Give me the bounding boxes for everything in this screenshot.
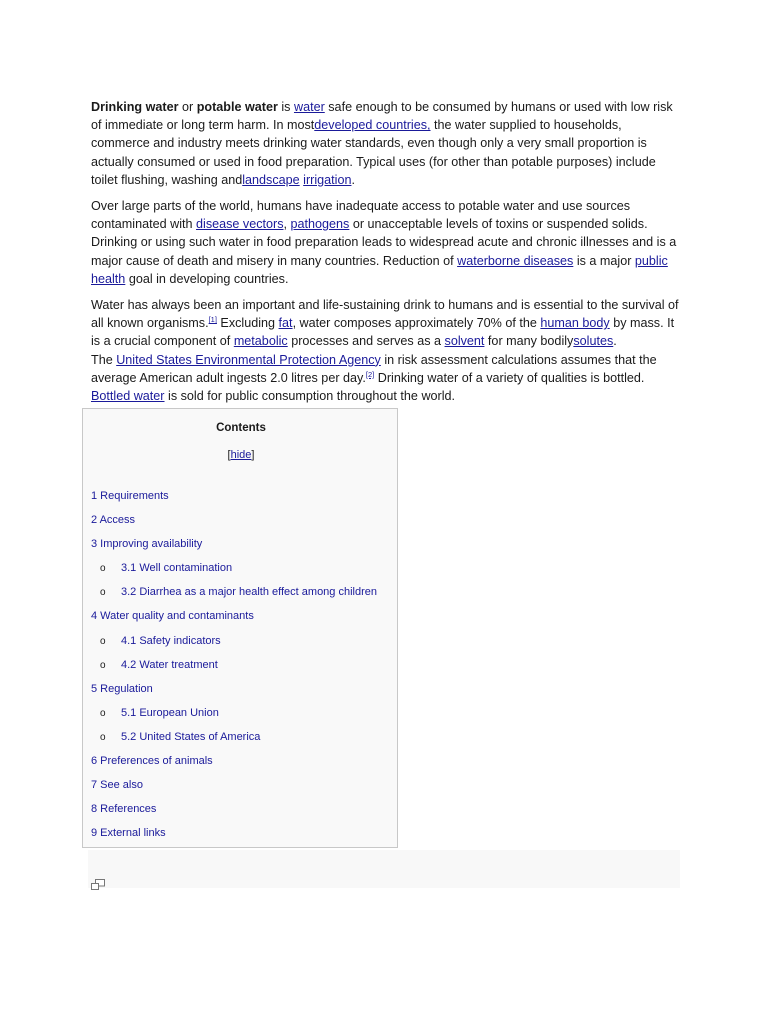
bracket: ]	[251, 449, 255, 461]
bullet-icon: o	[100, 587, 106, 599]
text: or	[178, 100, 197, 114]
toc-item-see-also[interactable]	[91, 778, 377, 802]
toc-item-regulation[interactable]	[91, 682, 377, 706]
toc-item-label[interactable]: 4 Water quality and contaminants	[91, 610, 254, 623]
intro-paragraph	[91, 98, 681, 189]
toc-item-label[interactable]: 2 Access	[91, 514, 136, 527]
text: is	[277, 100, 294, 114]
text: is a major	[573, 253, 635, 268]
text: processes and serves as a	[287, 334, 445, 349]
toc-item-label[interactable]: 3.2 Diarrhea as a major health effect among children	[121, 586, 377, 599]
toc-title: Contents	[216, 422, 266, 434]
term-drinking-water: Drinking water	[91, 100, 179, 114]
toc-item-label[interactable]: 6 Preferences of animals	[91, 755, 213, 768]
text: Excluding	[216, 316, 279, 331]
link-landscape[interactable]: landscape	[242, 172, 300, 187]
text: Over large parts of the world, humans have inadequate access to potable water and use sources contaminated with	[91, 199, 631, 232]
toc-item-well-contamination[interactable]	[91, 561, 377, 585]
toc-item-external-links[interactable]	[91, 826, 377, 850]
link-disease-vectors[interactable]: disease vectors	[196, 217, 284, 232]
toc-item-label[interactable]: 5.2 United States of America	[121, 730, 261, 743]
text: or unacceptable levels of toxins or suspended solids. Drinking or using such water in food preparation leads to widespread acute and chronic illnesses and is a major cause of death and misery in many countries. Reduction of	[91, 217, 677, 268]
toc-item-label[interactable]: 9 External links	[91, 827, 166, 840]
bullet-icon: o	[100, 563, 106, 575]
text: .	[351, 172, 355, 187]
link-metabolic[interactable]: metabolic	[233, 334, 288, 349]
toc-item-european-union[interactable]	[91, 706, 377, 730]
toc-item-label[interactable]: 5 Regulation	[91, 682, 153, 695]
toc-hide-toggle	[83, 449, 399, 461]
link-pathogens[interactable]: pathogens	[290, 217, 350, 232]
citation-2[interactable]: [2]	[365, 369, 375, 379]
toc-item-united-states[interactable]	[91, 730, 377, 754]
link-waterborne-diseases[interactable]: waterborne diseases	[457, 253, 574, 268]
text: goal in developing countries.	[125, 271, 289, 286]
toc-item-diarrhea[interactable]	[91, 585, 377, 609]
toc-item-improving-availability[interactable]	[91, 537, 377, 561]
link-epa[interactable]: United States Environmental Protection Agency	[116, 352, 381, 367]
toc-item-label[interactable]: 1 Requirements	[91, 490, 169, 502]
link-public-health[interactable]: public health	[91, 253, 668, 286]
link-developed-countries[interactable]: developed countries,	[314, 118, 431, 133]
access-paragraph	[91, 197, 681, 288]
term-potable-water: potable water	[196, 100, 278, 114]
toc-item-label[interactable]: 4.1 Safety indicators	[121, 634, 221, 647]
toc-item-label[interactable]: 5.1 European Union	[121, 706, 219, 719]
text: The	[91, 352, 117, 367]
link-solvent[interactable]: solvent	[444, 334, 485, 349]
text: safe enough to be consumed by humans or used with low risk of immediate or long term harm. In most	[91, 100, 673, 133]
text: Water has always been an important and life-sustaining drink to humans and is essential to the survival of all known organisms.	[91, 298, 679, 331]
toc-item-access[interactable]	[91, 513, 377, 537]
link-fat[interactable]: fat	[278, 316, 293, 331]
citation-1[interactable]: [1]	[208, 315, 217, 325]
bullet-icon: o	[100, 707, 106, 719]
toc-item-label[interactable]: 4.2 Water treatment	[121, 658, 218, 671]
toc-item-label[interactable]: 7 See also	[91, 779, 143, 792]
bullet-icon: o	[100, 659, 106, 671]
toc-item-label[interactable]: 3 Improving availability	[91, 538, 203, 551]
enlarge-icon[interactable]	[91, 877, 105, 888]
toc-item-label[interactable]: 8 References	[91, 803, 157, 816]
toc-item-requirements[interactable]	[91, 489, 377, 513]
toc-item-label[interactable]: 3.1 Well contamination	[121, 562, 233, 575]
article-body	[91, 98, 681, 413]
link-bottled-water[interactable]: Bottled water	[91, 389, 165, 404]
link-solutes[interactable]: solutes	[573, 334, 614, 349]
text: .	[613, 334, 617, 349]
table-of-contents	[82, 408, 398, 848]
text: in risk assessment calculations assumes that the average American adult ingests 2.0 litres per day.	[91, 352, 657, 385]
text: ,	[283, 217, 291, 232]
text: Drinking water of a variety of qualities is bottled.	[374, 370, 645, 385]
link-water[interactable]: water	[293, 100, 325, 114]
text: , water composes approximately 70% of the	[292, 316, 541, 331]
text: by mass. It is a crucial component of	[91, 316, 675, 349]
text: is sold for public consumption throughout the world.	[164, 389, 456, 404]
bracket: [	[227, 449, 231, 461]
toc-item-preferences-of-animals[interactable]	[91, 754, 377, 778]
bullet-icon: o	[100, 635, 106, 647]
toc-item-water-quality[interactable]	[91, 609, 377, 633]
toc-hide-link[interactable]: hide	[230, 449, 252, 461]
toc-item-references[interactable]	[91, 802, 377, 826]
toc-item-safety-indicators[interactable]	[91, 634, 377, 658]
link-irrigation[interactable]: irrigation	[303, 172, 352, 187]
toc-item-water-treatment[interactable]	[91, 658, 377, 682]
text: for many bodily	[484, 334, 574, 349]
bullet-icon: o	[100, 731, 106, 743]
body-paragraph	[91, 296, 681, 405]
text: the water supplied to households, commerce and industry meets drinking water standards, even though only a very small proportion is actually consumed or used in food preparation. Typical uses (for other than potable purposes) include toilet flushing, washing and	[91, 118, 656, 187]
link-human-body[interactable]: human body	[540, 316, 610, 331]
toc-list	[91, 489, 377, 850]
thumbnail-panel	[88, 850, 680, 888]
